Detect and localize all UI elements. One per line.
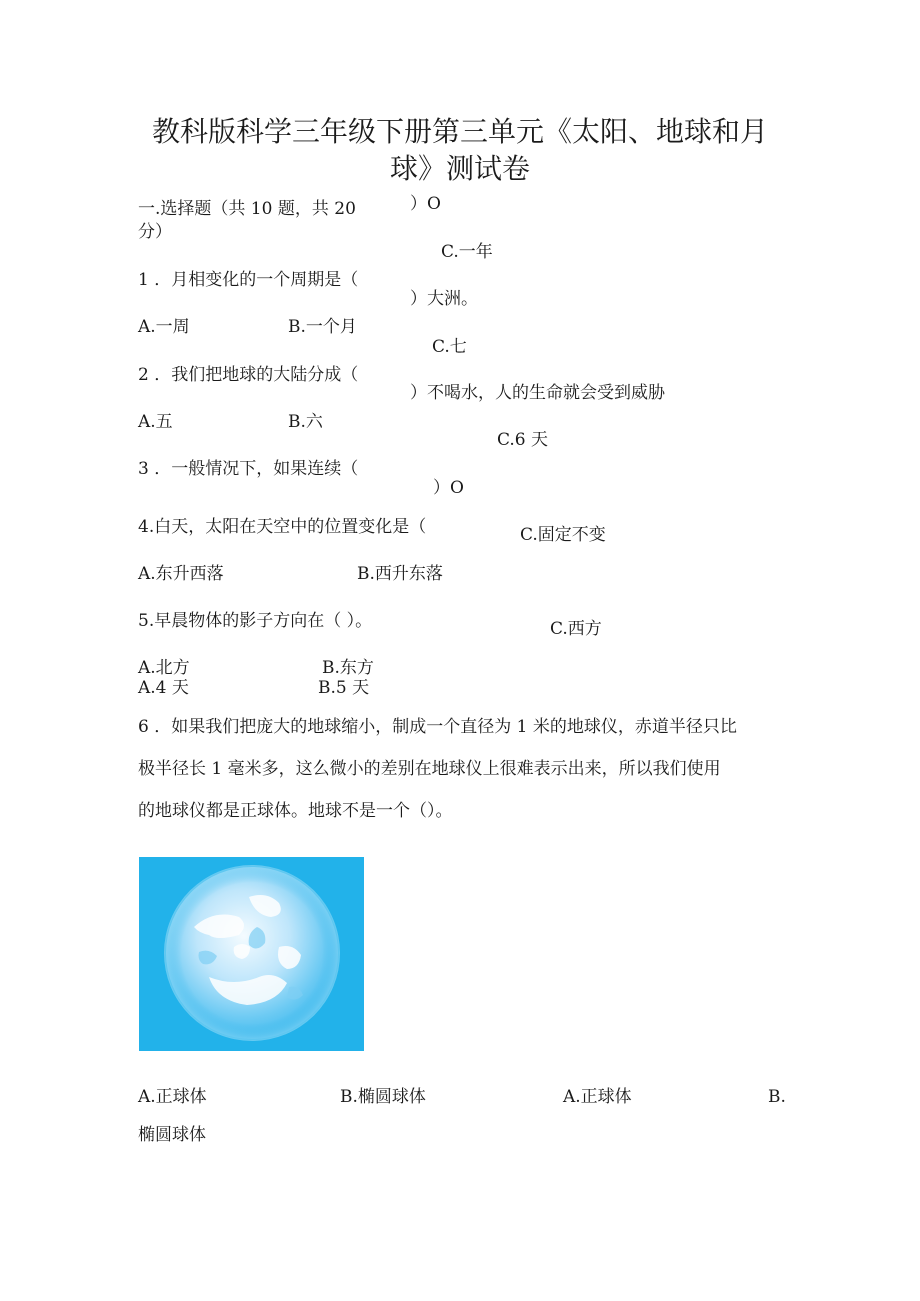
- q2-stem: 2 ．我们把地球的大陆分成（: [138, 365, 359, 385]
- section-heading-line2: 分）: [138, 222, 172, 242]
- q3-option-b: B.5 天: [318, 678, 370, 698]
- q4-stem-end: ）O: [433, 478, 464, 498]
- q6-stem-line1: 6 ．如果我们把庞大的地球缩小，制成一个直径为 1 米的地球仪，赤道半径只比: [138, 717, 737, 737]
- q6-option-a-repeat: A.正球体: [563, 1087, 632, 1107]
- q4-stem: 4.白天，太阳在天空中的位置变化是（: [138, 517, 427, 537]
- q6-option-b-repeat-text: 椭圆球体: [138, 1125, 206, 1145]
- q4-option-a: A.东升西落: [138, 564, 224, 584]
- q6-option-b-repeat-label: B.: [768, 1087, 786, 1107]
- q5-option-c: C.西方: [550, 619, 602, 639]
- q5-stem: 5.早晨物体的影子方向在（ ）。: [138, 611, 373, 631]
- q6-stem-line3: 的地球仪都是正球体。地球不是一个（）。: [138, 801, 453, 821]
- q1-stem-end: ）O: [410, 194, 441, 214]
- q4-option-c: C.固定不变: [520, 525, 606, 545]
- exam-title-line2: 球》测试卷: [389, 152, 530, 185]
- q1-option-c: C.一年: [441, 242, 493, 262]
- q5-option-a: A.北方: [138, 658, 190, 678]
- q6-option-b: B.椭圆球体: [340, 1087, 426, 1107]
- earth-photo: [139, 857, 364, 1051]
- exam-title-line1: 教科版科学三年级下册第三单元《太阳、地球和月: [151, 115, 768, 148]
- q2-stem-end: ）大洲。: [410, 289, 478, 309]
- q2-option-c: C.七: [432, 337, 467, 357]
- q1-option-a: A.一周: [138, 317, 190, 337]
- section-heading-line1: 一.选择题（共 10 题，共 20: [138, 199, 356, 219]
- q6-stem-line2: 极半径长 1 毫米多，这么微小的差别在地球仪上很难表示出来，所以我们使用: [138, 759, 721, 779]
- q2-option-a: A.五: [138, 412, 173, 432]
- q3-stem-end: ）不喝水，人的生命就会受到威胁: [410, 383, 665, 403]
- q6-option-a: A.正球体: [138, 1087, 207, 1107]
- q3-option-a: A.4 天: [138, 678, 189, 698]
- q2-option-b: B.六: [288, 412, 323, 432]
- earth-globe-icon: [139, 857, 364, 1051]
- q4-option-b: B.西升东落: [357, 564, 443, 584]
- q1-stem: 1 ．月相变化的一个周期是（: [138, 270, 359, 290]
- q1-option-b: B.一个月: [288, 317, 357, 337]
- q5-option-b: B.东方: [322, 658, 374, 678]
- q3-option-c: C.6 天: [497, 430, 549, 450]
- q3-stem: 3 ．一般情况下，如果连续（: [138, 459, 359, 479]
